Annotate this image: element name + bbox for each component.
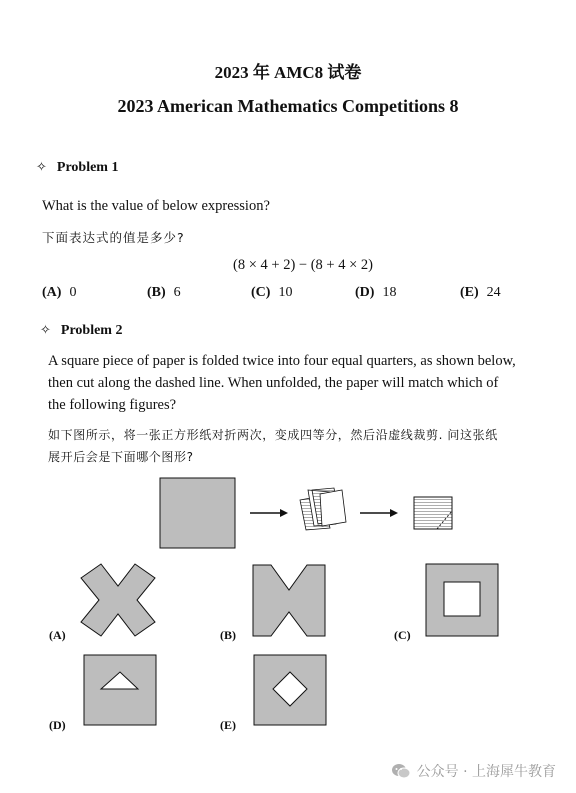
question-line: then cut along the dashed line. When unfolded, the paper will match which of [48, 375, 499, 391]
choice-d: (D) 18 [355, 285, 397, 300]
quarter-with-cut-line [414, 497, 452, 529]
option-b-figure-shape [253, 565, 325, 636]
watermark [391, 761, 556, 781]
paper-square [160, 478, 235, 548]
title-english: 2023 American Mathematics Competitions 8 [117, 96, 459, 116]
option-e-figure [254, 655, 326, 725]
star-bullet-icon: ✧ [40, 323, 51, 338]
option-d-label: (D) [49, 718, 66, 732]
choice-c: (C) 10 [251, 285, 293, 300]
question-line-cn: 如下图所示，将一张正方形纸对折两次，变成四等分，然后沿虚线裁剪. 问这张纸 [48, 428, 498, 442]
folded-paper [300, 488, 346, 530]
problem-1-heading-text: Problem 1 [56, 160, 119, 175]
choice-e: (E) 24 [460, 285, 501, 300]
question-line: the following figures? [48, 397, 177, 413]
question-line-cn: 展开后会是下面哪个图形? [48, 450, 194, 464]
option-c-figure [426, 564, 498, 636]
problem-1-question-cn: 下面表达式的值是多少? [42, 230, 185, 245]
arrow-right-icon [360, 509, 398, 517]
problem-1-expression: (8 × 4 + 2) − (8 + 4 × 2) [233, 257, 373, 273]
choice-b: (B) 6 [147, 285, 181, 300]
option-c-label: (C) [394, 628, 411, 642]
choice-a: (A) 0 [42, 285, 77, 300]
problem-1-question-en: What is the value of below expression? [42, 198, 270, 214]
arrow-right-icon [250, 509, 288, 517]
question-line: A square piece of paper is folded twice into four equal quarters, as shown below, [48, 353, 516, 369]
option-d-figure [84, 655, 156, 725]
watermark-text: 公众号 · 上海犀牛教育 [416, 764, 556, 780]
option-a-figure [81, 564, 155, 636]
title-chinese: 2023 年 AMC8 试卷 [214, 63, 362, 82]
star-bullet-icon: ✧ [36, 160, 47, 175]
wechat-icon [391, 763, 411, 779]
option-a-label: (A) [49, 628, 66, 642]
option-b-label: (B) [220, 628, 236, 642]
problem-2-heading-text: Problem 2 [60, 323, 123, 338]
option-e-label: (E) [220, 718, 236, 732]
